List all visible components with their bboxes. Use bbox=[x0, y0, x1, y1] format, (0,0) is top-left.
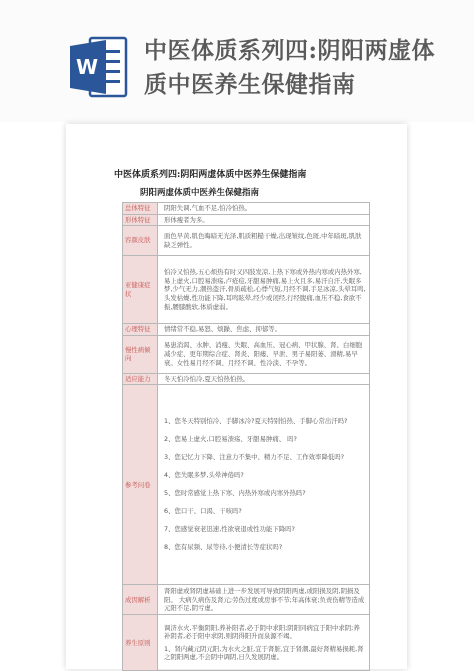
header-banner bbox=[0, 0, 474, 122]
row-value: 形体瘦者为多。 bbox=[158, 214, 370, 226]
table-row bbox=[123, 256, 370, 324]
document-title: 中医体质系列四:阴阳两虚体质中医养生保健指南 bbox=[114, 170, 307, 180]
question-item: 1、您冬天特别怕冷、手脚冰冷?夏天特别怕热、手脚心常出汗吗? bbox=[164, 417, 348, 426]
page-title bbox=[144, 34, 464, 102]
question-item: 3、您记忆力下降、注意力不集中、精力不足、工作效率降低吗? bbox=[164, 453, 345, 462]
table-row bbox=[123, 615, 370, 671]
row-label: 形体特征 bbox=[123, 214, 158, 226]
row-label: 容颜皮肤 bbox=[123, 226, 158, 256]
row-value: 怕冷又怕热,五心烦热有时又四肢发凉,上热下寒或外热内寒或内热外寒,易上虚火,口腔易溃疡,卢疮痘,牙龈易肿痛,易上火且多,易汗自汗,失眠多梦,少气无力,潮热盗汗,骨质疏松,心悸气短,月经不调,手足冰凉,头晕耳鸣,头发枯燥,性功能下降,耳鸣眩晕,经少或闭经,行经腹痛,血压不稳,食欲不振,腰膝酸软,体质虚弱。 bbox=[158, 256, 370, 324]
table-row bbox=[123, 214, 370, 226]
row-label: 慢性病倾向 bbox=[123, 335, 158, 373]
row-value: 冬天怕冷怕冷,夏天怕热怕热。 bbox=[158, 373, 370, 385]
word-document-icon bbox=[70, 36, 128, 98]
table-row bbox=[123, 324, 370, 336]
row-value: 阴阳失调,气血不足,怕冷怕热。 bbox=[158, 203, 370, 215]
row-value: 面色早黄,肌色晦暗无光泽,肌质粗糙干燥,出现皱纹,色斑,中年暗斑,肌肤缺乏弹性。 bbox=[158, 226, 370, 256]
row-label: 心理特征 bbox=[123, 324, 158, 336]
table-row bbox=[123, 373, 370, 385]
row-label: 总体特征 bbox=[123, 203, 158, 215]
table-row bbox=[123, 203, 370, 215]
row-label: 亚健康症状 bbox=[123, 256, 158, 324]
row-label: 适应能力 bbox=[123, 373, 158, 385]
principle-text: 调济水火,平衡阴阳,养补阳者,必于阴中求阳;阴阳同病宜于阳中求阴;养补阴者,必于阳中求阴,则阴得阳升而泉源不竭。 bbox=[164, 623, 360, 641]
principle-item: 1、肾内藏元阴元阳,为水火之脏,宜于肾脏,宜于肾潮,最好肾精易损耗,肾之阴阳两虚,不会阴中调阴,日久发展阴虚。 bbox=[164, 644, 364, 662]
question-item: 6、您口干、口渴、干咳吗? bbox=[164, 507, 242, 516]
table-row bbox=[123, 335, 370, 373]
row-label: 参考问卷 bbox=[123, 385, 158, 585]
table-row bbox=[123, 585, 370, 615]
row-label: 成因解析 bbox=[123, 585, 158, 615]
document-subtitle: 阴阳两虚体质中医养生保健指南 bbox=[140, 188, 260, 198]
row-value: 易患消渴、水肿、消瘦、失眠、高血压、冠心病、甲状腺、肾、白细胞减少症、更年期综合症、肾炎、阳痿、早泄、男子易阳萎、滑精,易早衰。女性易月经不调、月经不调、性冷淡、不孕等。 bbox=[158, 335, 370, 373]
question-item: 7、您感觉衰老迅速,性欲衰退或性功能下降吗? bbox=[164, 525, 295, 534]
page-title-line2: 质中医养生保健指南 bbox=[144, 71, 356, 98]
question-item: 4、您失眠多梦,头晕神倦吗? bbox=[164, 471, 244, 480]
question-item: 2、您易上虚火,口腔易溃疡、牙龈易肿痛、 吗? bbox=[164, 435, 297, 444]
svg-text:W: W bbox=[75, 55, 99, 79]
page-title-line1: 中医体质系列四:阴阳两虚体 bbox=[144, 37, 435, 64]
row-label: 养生原则 bbox=[123, 615, 158, 671]
table-row bbox=[123, 226, 370, 256]
question-item: 8、您有尿频、尿等待,小便清长等症状吗? bbox=[164, 543, 283, 552]
questionnaire bbox=[158, 385, 370, 585]
table-row bbox=[123, 385, 370, 585]
row-value: 肾阳虚或肾阴虚基础上进一步发展可导致阴阳两虚,或阳损及阴,阴损及阳。 大病久病伤及肾元;劳伤过度或房事不节;年高体衰;负责伤精等造成元阳不足,阴亏虚。 bbox=[158, 585, 370, 615]
principle-cell bbox=[158, 615, 370, 671]
constitution-table bbox=[122, 202, 370, 671]
question-item: 5、您时常感觉上热下寒、内热外寒或内寒外热吗? bbox=[164, 489, 306, 498]
row-value: 情绪常不稳,易怒、烦躁、焦虑、抑郁等。 bbox=[158, 324, 370, 336]
